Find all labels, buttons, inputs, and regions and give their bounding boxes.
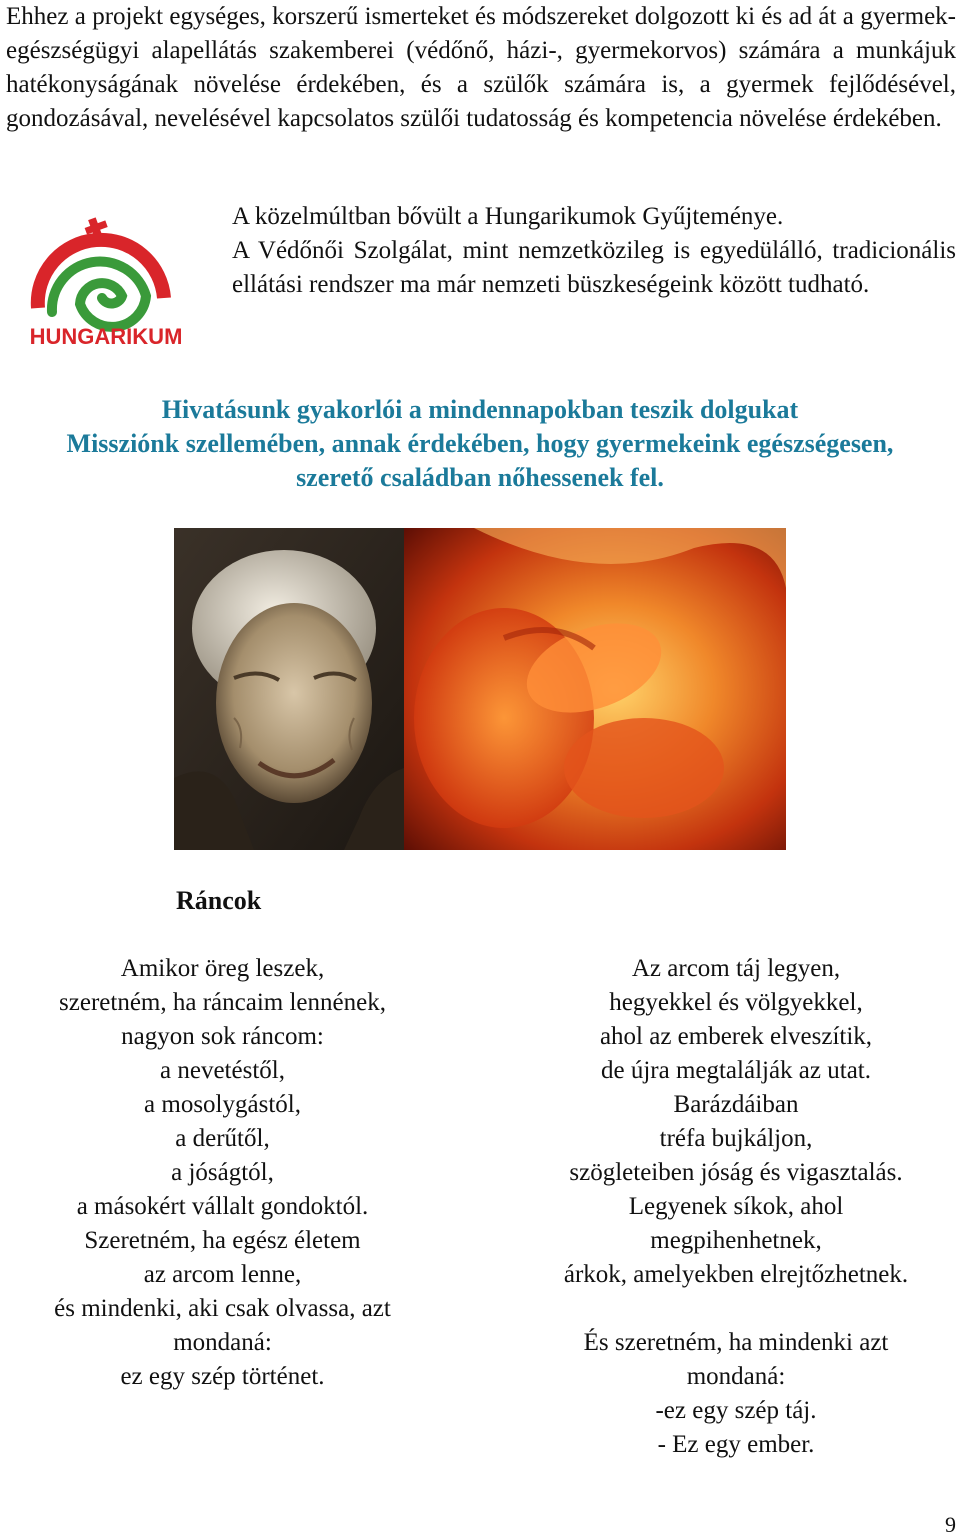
poem-line: a jóságtól, — [171, 1159, 274, 1186]
hungarikum-logo — [30, 212, 182, 352]
poem-line: mondaná: — [173, 1329, 272, 1356]
poem-line: szögleteiben jóság és vigasztalás. — [569, 1159, 903, 1186]
intro-paragraph: Ehhez a projekt egységes, korszerű ismerteket és módszereket dolgozott ki és ad át a gyermek-egészségügyi alapellátás szakemberei (védőnő, házi-, gyermekorvos) számára a munkájuk hatékonyságának növelése érdekében, és a szülők számára is, a gyermek fejlődésével, gondozásával, nevelésével kapcsolatos szülői tudatosság és kompetencia növelése érdekében. — [6, 3, 956, 132]
poem-line: és mindenki, aki csak olvassa, azt — [54, 1295, 391, 1322]
hungarikum-line-2: A Védőnői Szolgálat, mint nemzetközileg is egyedülálló, tradicionális ellátási rendszer ma már nemzeti büszkeségeink között tudható. — [232, 237, 956, 298]
poem-stanza-break — [520, 1292, 952, 1326]
logo-text: HUNGARIKUM — [30, 324, 182, 349]
poem-line: Barázdáiban — [673, 1091, 799, 1118]
poem-line: Legyenek síkok, ahol — [628, 1193, 844, 1220]
poem-title: Ráncok — [176, 886, 262, 915]
poem-line: mondaná: — [686, 1363, 786, 1390]
poem-line: a másokért vállalt gondoktól. — [76, 1193, 369, 1220]
poem-line: a mosolygástól, — [144, 1091, 301, 1118]
poem-line: árkok, amelyekben elrejtőzhetnek. — [563, 1261, 909, 1288]
poem-line: megpihenhetnek, — [650, 1227, 822, 1254]
poem-line: És szeretném, ha mindenki azt — [583, 1329, 889, 1356]
poem-line: tréfa bujkáljon, — [659, 1125, 813, 1152]
hungarikum-text — [232, 200, 956, 302]
poem-right-column — [520, 952, 952, 1462]
poem-line: -ez egy szép táj. — [655, 1397, 817, 1424]
mission-line: szerető családban nőhessenek fel. — [296, 463, 664, 492]
poem-line: szeretném, ha ráncaim lennének, — [59, 989, 386, 1016]
poem-line: az arcom lenne, — [143, 1261, 302, 1288]
poem-line: nagyon sok ráncom: — [121, 1023, 324, 1050]
mission-line: Missziónk szellemében, annak érdekében, hogy gyermekeink egészségesen, — [66, 429, 894, 458]
mission-statement — [0, 393, 960, 495]
poem-line: hegyekkel és völgyekkel, — [609, 989, 863, 1016]
poem-line: Szeretném, ha egész életem — [84, 1227, 361, 1254]
poem-line: a nevetéstől, — [160, 1057, 285, 1084]
photo-old-woman-and-fetus — [174, 528, 786, 850]
hungarikum-line-1: A közelmúltban bővült a Hungarikumok Gyűjteménye. — [232, 203, 784, 230]
page-number: 9 — [945, 1512, 956, 1537]
poem-line: de újra megtalálják az utat. — [600, 1057, 871, 1084]
hungarikum-logo-icon — [30, 212, 182, 352]
poem-line: ez egy szép történet. — [120, 1363, 325, 1390]
poem-line: Az arcom táj legyen, — [631, 955, 841, 982]
poem-line: Amikor öreg leszek, — [120, 955, 325, 982]
poem-line: - Ez egy ember. — [657, 1431, 815, 1458]
poem-line: a derűtől, — [175, 1125, 270, 1152]
poem-line: ahol az emberek elveszítik, — [599, 1023, 873, 1050]
poem-left-column — [10, 952, 435, 1394]
mission-line: Hivatásunk gyakorlói a mindennapokban teszik dolgukat — [161, 395, 799, 424]
